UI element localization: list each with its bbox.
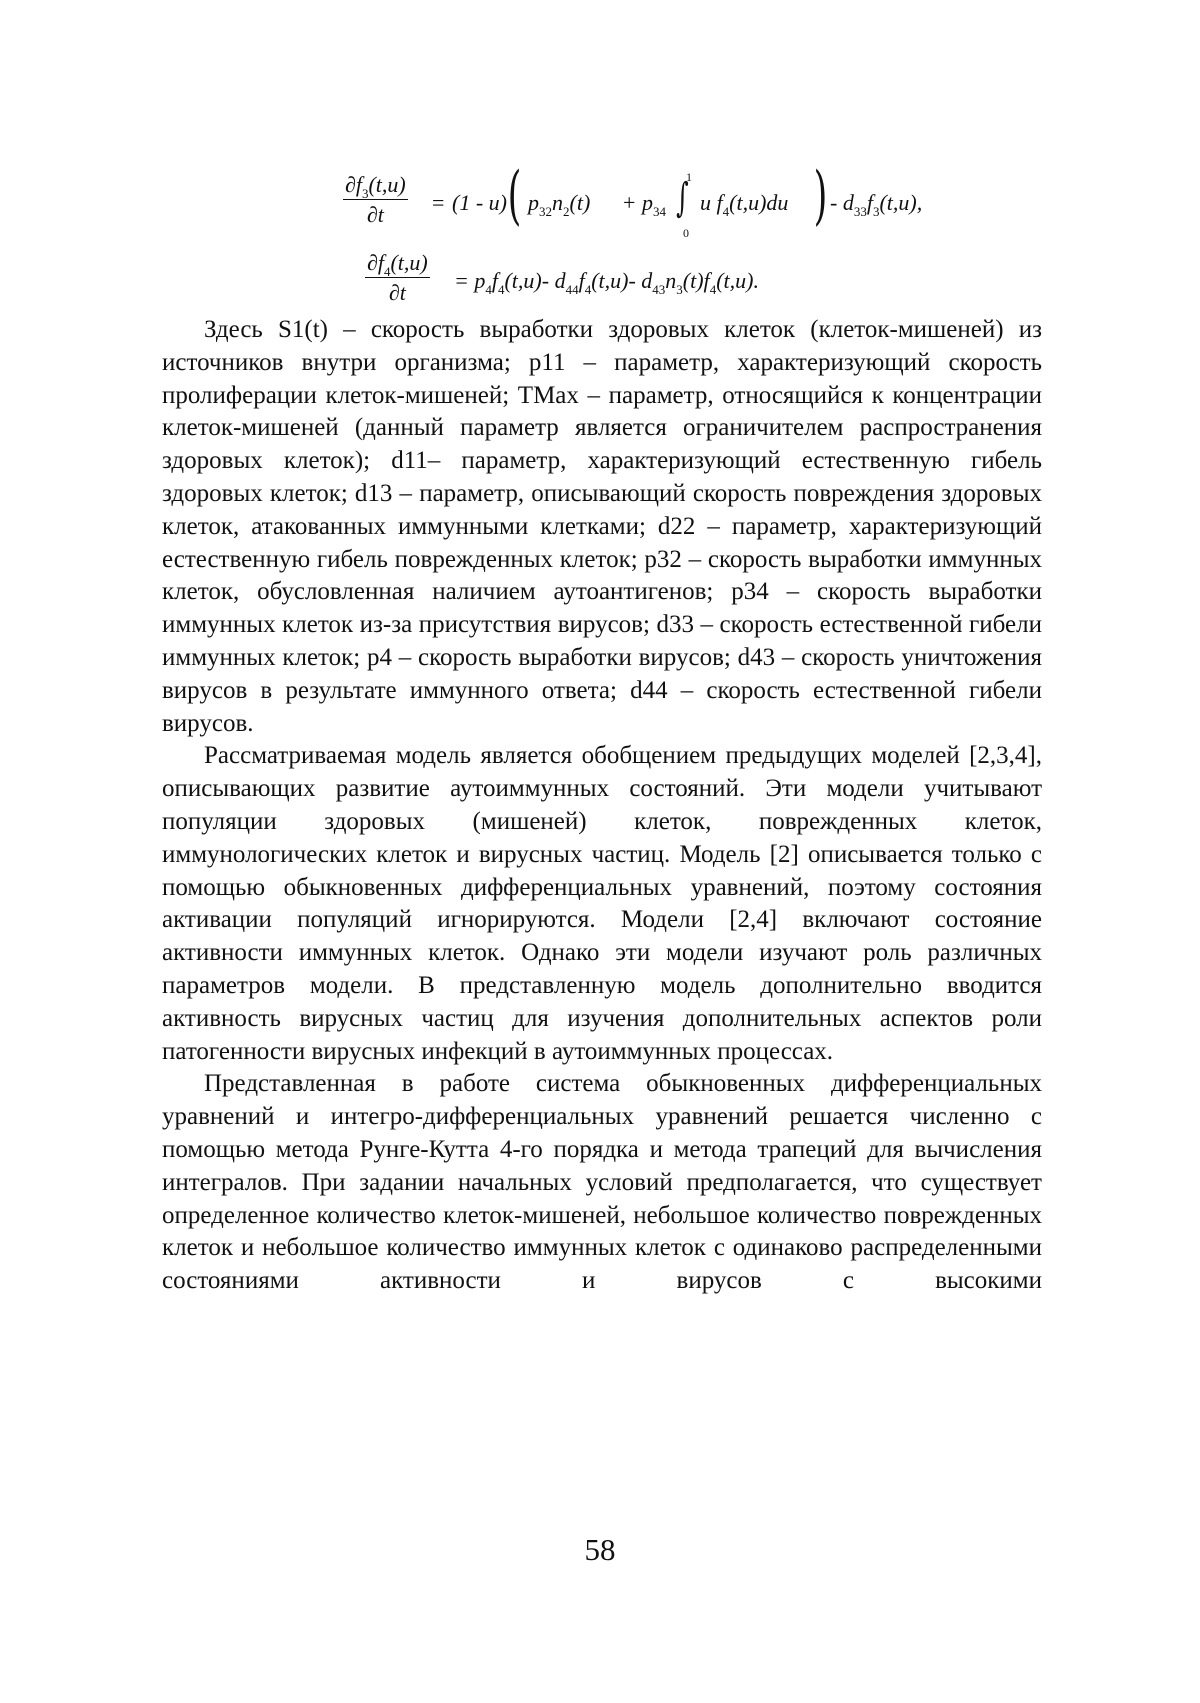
equation-f3-tail: - $d_{33}f_3(t,u)$, <box>830 190 923 219</box>
body-text <box>162 314 1042 1298</box>
equation-f3-factor: (1 - u) <box>452 190 507 215</box>
equation-f3-left-paren: ( <box>507 159 522 233</box>
integral-upper-limit: 1 <box>686 170 692 184</box>
equation-f3-plus: + <box>623 190 636 215</box>
paragraph-model-generalization: Рассматриваемая модель является обобщением предыдущих моделей [2,3,4], описывающих развитие аутоиммунных состояний. Эти модели учитывают популяции здоровых (мишеней) клеток, поврежденных клеток, иммунологических клеток и вирусных частиц. Модель [2] описывается только с помощью обыкновенных дифференциальных уравнений, поэтому состояния активации популяций игнорируются. Модели [2,4] включают состояние активности иммунных клеток. Однако эти модели изучают роль различных параметров модели. В представленную модель дополнительно вводится активность вирусных частиц для изучения дополнительных аспектов роли патогенности вирусных инфекций в аутоиммунных процессах. <box>162 742 1042 1065</box>
equation-f3-term2: $p_{34}$ <box>642 190 666 219</box>
equation-f4-rhs: = $p_4f_4(t,u)-$ $d_{44}f_4(t,u)-$ $d_{43}n_3(t)f_4(t,u)$. <box>454 268 759 297</box>
equation-f3-term1: $p_{32}n_2(t)$ <box>528 190 591 219</box>
equation-f3-eq-sign: = <box>432 190 445 215</box>
paragraph-numerical-method: Представленная в работе система обыкновенных дифференциальных уравнений и интегро-дифференциальных уравнений решается численно с помощью метода Рунге-Кутта 4-го порядка и метода трапеций для вычисления интегралов. При задании начальных условий предполагается, что существует определенное количество клеток-мишеней, небольшое количество поврежденных клеток и небольшое количество иммунных клеток с одинаково распределенными состояниями активности и вирусов с высокими <box>162 1070 1042 1295</box>
page-number: 58 <box>584 1532 616 1567</box>
integral-sign: ∫ <box>676 175 689 221</box>
equation-f3-right-paren: ) <box>813 159 828 233</box>
equation-f4-lhs-fraction: $\frac{\partial f_4(t,u)}{\partial t}$ <box>367 250 428 305</box>
paragraph-parameters: Здесь S1(t) – скорость выработки здоровых клеток (клеток-мишеней) из источников внутри организма; p11 – параметр, характеризующий скорость пролиферации клеток-мишеней; TMax – параметр, относящийся к концентрации клеток-мишеней (данный параметр является ограничителем распространения здоровых клеток); d11– параметр, характеризующий естественную гибель здоровых клеток; d13 – параметр, описывающий скорость повреждения здоровых клеток, атакованных иммунными клетками; d22 – параметр, характеризующий естественную гибель поврежденных клеток; p32 – скорость выработки иммунных клеток, обусловленная наличием аутоантигенов; p34 – скорость выработки иммунных клеток из-за присутствия вирусов; d33 – скорость естественной гибели иммунных клеток; p4 – скорость выработки вирусов; d43 – скорость уничтожения вирусов в результате иммунного ответа; d44 – скорость естественной гибели вирусов. <box>162 316 1042 737</box>
integral-lower-limit: 0 <box>683 226 689 240</box>
equation-f3-lhs-fraction: $\frac{\partial f_3(t,u)}{\partial t}$ <box>345 172 406 227</box>
equation-f4 <box>0 0 1200 320</box>
equation-f3-integrand: u $f_4(t,u)du$ <box>700 190 789 219</box>
